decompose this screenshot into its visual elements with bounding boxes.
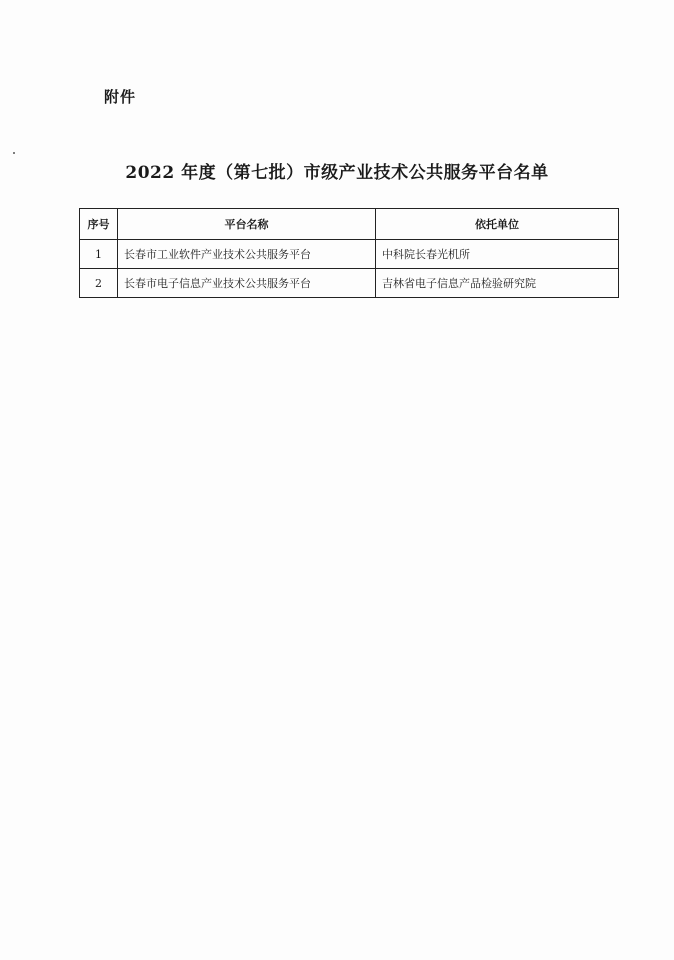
platform-name: 长春市工业软件产业技术公共服务平台 bbox=[118, 240, 376, 269]
attachment-label: 附件 bbox=[104, 88, 137, 106]
table-row bbox=[80, 269, 619, 298]
platform-name: 长春市电子信息产业技术公共服务平台 bbox=[118, 269, 376, 298]
platform-list-table bbox=[79, 208, 619, 298]
column-header-platform-name: 平台名称 bbox=[118, 209, 376, 240]
column-header-host-org: 依托单位 bbox=[376, 209, 619, 240]
column-header-number: 序号 bbox=[80, 209, 118, 240]
host-organization: 吉林省电子信息产品检验研究院 bbox=[376, 269, 619, 298]
table-header-row bbox=[80, 209, 619, 240]
row-number: 1 bbox=[80, 240, 118, 269]
scan-speck bbox=[13, 152, 15, 154]
page-title: 2022 年度（第七批）市级产业技术公共服务平台名单 bbox=[125, 163, 549, 183]
row-number: 2 bbox=[80, 269, 118, 298]
table-row bbox=[80, 240, 619, 269]
host-organization: 中科院长春光机所 bbox=[376, 240, 619, 269]
